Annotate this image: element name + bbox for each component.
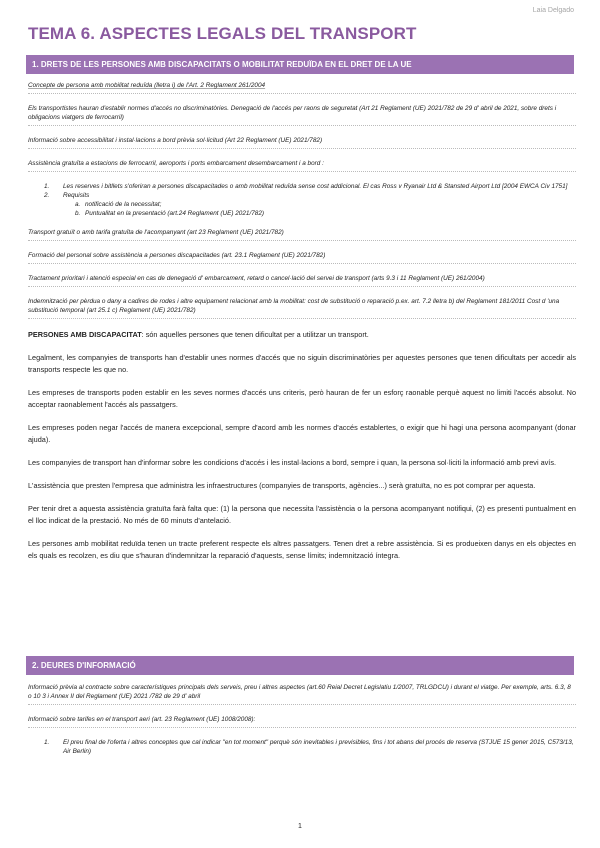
page-number: 1 [298,823,302,830]
note-line: Tractament prioritari i atenció especial en cas de denegació d' embarcament, retard o cancel·lació del servei de transport (arts 9.3 i 11 Reglament (UE) 261/2004) [28,274,576,287]
body-paragraph: Legalment, les companyies de transports han d'establir unes normes d'accés que no siguin discriminatòries per aquestes persones que tenen dificultats per accedir als transports respecte les que no. [28,353,576,374]
body-paragraph: L'assistència que presten l'empresa que administra les infraestructures (companyies de transports, agències...) serà gratuïta, no es pot comprar per aquesta. [28,481,536,490]
definition-paragraph: PERSONES AMB DISCAPACITAT: són aquelles persones que tenen dificultat per a utilitzar un transport. [28,330,369,339]
note-line: Indemnització per pèrdua o dany a cadires de rodes i altre equipament relacionat amb la mobilitat: cost de substitució o reparació p.ex. art. 7.2 lletra b) del Reglament 181/2011 Cost d 'una substitució temporal (art 25.1 c) Reglament (UE) 2021/782) [28,297,576,319]
note-line: Formació del personal sobre assistència a persones discapacitades (art. 23.1 Reglament (UE) 2021/782) [28,251,576,264]
list-item: b. Puntualitat en la presentació (art.24 Reglament (UE) 2021/782) [75,210,265,217]
sub-list-wrapper [28,200,576,218]
list-item: 1. Les reserves i bitllets s'oferiran a persones discapacitades o amb mobilitat reduïda sense cost addicional. El cas Ross v Ryanair Ltd & Stansted Airport Ltd [2004 EWCA Civ 1751] [44,183,568,190]
note-line: Els transportistes hauran d'establir normes d'accés no discriminatòries. Denegació de l'accés per raons de seguretat (Art 21 Reglament (UE) 2021/782 de 29 d' abril de 2021, sobre drets i obligacions viatgers de ferrocarril) [28,104,576,126]
list-item: 2. Requisits [44,192,90,199]
note-line: Assistència gratuïta a estacions de ferrocarril, aeroports i ports embarcament desembarcament i a bord : [28,159,576,172]
note-line: Concepte de persona amb mobilitat reduïda (lletra i) de l'Art. 2 Reglament 261/2004 [28,81,576,94]
body-paragraph: Les empreses de transports poden establir en les seves normes d'accés uns criteris, però hauran de fer un esforç raonable perquè aquest no limiti l'accés absolut. No acceptar raonablement l'accés als passatgers. [28,388,576,409]
note-line: Informació sobre accessibilitat i instal·lacions a bord prèvia sol·licitud (Art 22 Reglament (UE) 2021/782) [28,136,576,149]
section-2-body [28,683,576,766]
page-title: TEMA 6. ASPECTES LEGALS DEL TRANSPORT [28,24,417,43]
section-2-heading: 2. DEURES D'INFORMACIÓ [26,656,574,675]
note-line: Informació sobre tarifes en el transport aeri (art. 23 Reglament (UE) 1008/2008): [28,715,576,728]
author-name: Laia Delgado [532,7,574,14]
list-item: 1. El preu final de l'oferta i altres conceptes que cal indicar "en tot moment" perquè són inevitables i previsibles, fins i tot abans del procés de reserva (STJUE 15 gener 2015, C573/13, Air Berlin) [44,739,574,755]
body-paragraph: Les companyies de transport han d'informar sobre les condicions d'accés i les instal·lacions a bord, sempre i quan, la persona sol·liciti la informació amb previ avís. [28,458,557,467]
list-item: a. notificació de la necessitat; [75,201,162,208]
body-paragraph: Les persones amb mobilitat reduïda tenen un tracte preferent respecte els altres passatgers. Tenen dret a rebre assistència. Si es produeixen danys en els objectes en els quals es recolzen, es diu que s'hauran d'indemnitzar la reparació d'aquests, sense límits; indemnització íntegra. [28,539,576,560]
body-paragraph: Les empreses poden negar l'accés de manera excepcional, sempre d'acord amb les normes d'accés establertes, o exigir que hi hagi una persona acompanyant (donar ajuda). [28,423,576,444]
body-paragraph: Per tenir dret a aquesta assistència gratuïta farà falta que: (1) la persona que necessita l'assistència o la persona acompanyant notifiqui, (2) es presenti puntualment en el lloc indicat de la prestació. No més de 60 minuts d'antelació. [28,504,576,525]
requirements-sublist [28,200,576,218]
assistance-list [28,182,576,218]
note-line: Informació prèvia al contracte sobre característiques principals dels serveis, preu i altres aspectes (art.60 Reial Decret Legislatiu 1/2007, TRLGDCU) i durant el viatge. Per exemple, arts. 6.3, 8 o 10 3 i Annex II del Reglament (UE) 2021 /782 de 29 d' abril [28,683,576,705]
tariff-list [28,738,576,756]
section-1-heading: 1. DRETS DE LES PERSONES AMB DISCAPACITATS O MOBILITAT REDUÏDA EN EL DRET DE LA UE [26,55,574,74]
note-line: Transport gratuït o amb tarifa gratuïta de l'acompanyant (art 23 Reglament (UE) 2021/782) [28,228,576,241]
section-1-body [28,81,576,573]
